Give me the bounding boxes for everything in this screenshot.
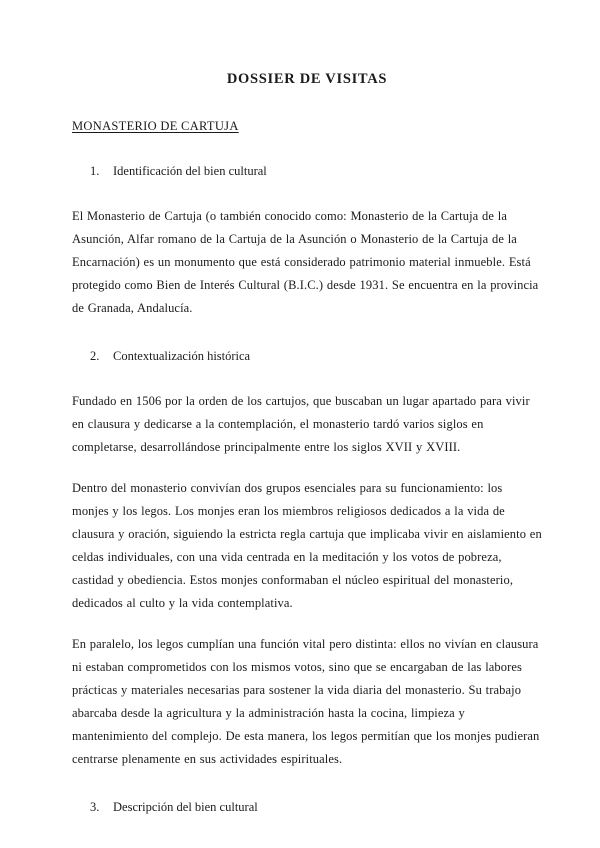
section-3-number: 3. — [90, 800, 100, 814]
section-1-number: 1. — [90, 164, 100, 178]
section-3-heading — [72, 799, 542, 816]
section-3-heading-text: Descripción del bien cultural — [113, 800, 258, 814]
section-2-heading — [72, 348, 542, 365]
paragraph: El Monasterio de Cartuja (o también conocido como: Monasterio de la Cartuja de la Asunción, Alfar romano de la Cartuja de la Asunción o Monasterio de la Cartuja de la Encarnación) es un monumento que está considerado patrimonio material inmueble. Está protegido como Bien de Interés Cultural (B.I.C.) desde 1931. Se encuentra en la provincia de Granada, Andalucía. — [72, 209, 539, 315]
paragraph: En paralelo, los legos cumplían una función vital pero distinta: ellos no vivían en clausura ni estaban comprometidos con los mismos votos, sino que se encargaban de las labores prácticas y materiales necesarias para sostener la vida diaria del monasterio. Su trabajo abarcaba desde la agricultura y la administración hasta la cocina, limpieza y mantenimiento del complejo. De esta manera, los legos permitían que los monjes pudieran centrarse plenamente en sus actividades espirituales. — [72, 637, 540, 766]
section-2-heading-text: Contextualización histórica — [113, 349, 251, 363]
section-1-heading-text: Identificación del bien cultural — [113, 164, 267, 178]
document-title: DOSSIER DE VISITAS — [226, 71, 388, 87]
document-subtitle: MONASTERIO DE CARTUJA — [72, 119, 239, 133]
paragraph: Fundado en 1506 por la orden de los cartujos, que buscaban un lugar apartado para vivir en clausura y dedicarse a la contemplación, el monasterio tardó varios siglos en completarse, desarrollándose principalmente entre los siglos XVII y XVIII. — [72, 394, 530, 454]
section-1-heading — [72, 163, 542, 180]
paragraph: Dentro del monasterio convivían dos grupos esenciales para su funcionamiento: los monjes y los legos. Los monjes eran los miembros religiosos dedicados a la vida de clausura y oración, siguiendo la estricta regla cartuja que implicaba vivir en aislamiento en celdas individuales, con una vida centrada en la meditación y los votos de pobreza, castidad y obediencia. Estos monjes conformaban el núcleo espiritual del monasterio, dedicados al culto y la vida contemplativa. — [72, 481, 542, 610]
section-2-number: 2. — [90, 349, 100, 363]
